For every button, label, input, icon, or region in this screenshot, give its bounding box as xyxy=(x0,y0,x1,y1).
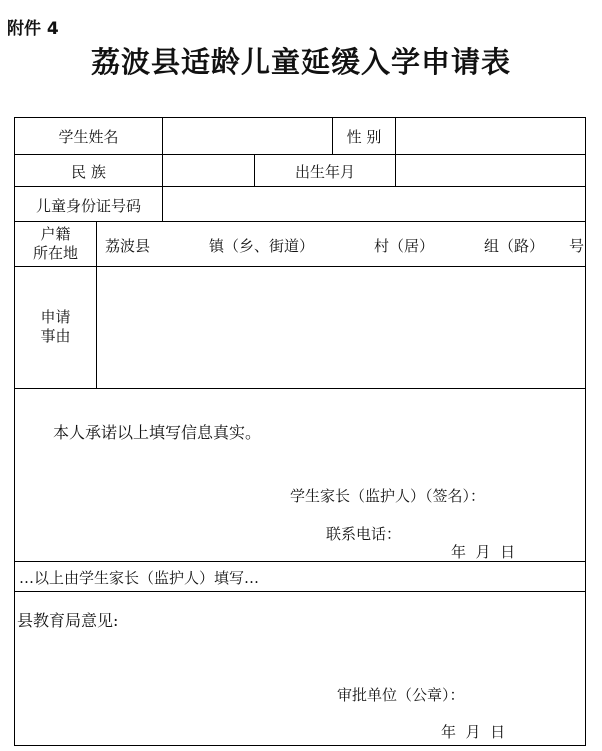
table-border-right xyxy=(585,117,586,746)
residence-village: 村（居） xyxy=(374,237,435,255)
pledge-statement: 本人承诺以上填写信息真实。 xyxy=(53,423,262,442)
row-divider xyxy=(14,186,586,187)
contact-phone-label: 联系电话： xyxy=(326,525,402,543)
child-id-number-label: 儿童身份证号码 xyxy=(35,197,141,215)
gender-label: 性 别 xyxy=(346,128,382,146)
reason-label-line1: 申请 xyxy=(40,308,71,326)
birth-date-label: 出生年月 xyxy=(294,163,355,181)
table-border-top xyxy=(14,117,586,118)
row-divider xyxy=(14,154,586,155)
approval-date: 年 月 日 xyxy=(441,723,506,741)
residence-label xyxy=(15,225,96,263)
row-divider xyxy=(14,591,586,592)
column-divider xyxy=(395,117,396,186)
column-divider xyxy=(162,117,163,221)
reason-label-line2: 事由 xyxy=(40,327,71,345)
residence-county: 荔波县 xyxy=(105,237,151,255)
residence-label-line2: 所在地 xyxy=(32,244,78,262)
residence-number: 号 xyxy=(569,237,585,255)
parent-filled-note: …以上由学生家长（监护人）填写… xyxy=(19,569,260,587)
table-border-bottom xyxy=(14,745,586,746)
student-name-label: 学生姓名 xyxy=(58,128,119,146)
row-divider xyxy=(14,388,586,389)
column-divider xyxy=(96,221,97,388)
approval-unit-seal-label: 审批单位（公章）： xyxy=(337,686,465,704)
attachment-number: 附件 4 xyxy=(7,19,59,39)
parent-signature-label: 学生家长（监护人）（签名）： xyxy=(290,487,486,505)
row-divider xyxy=(14,221,586,222)
ethnicity-label: 民 族 xyxy=(71,163,106,181)
parent-sign-date: 年 月 日 xyxy=(451,543,516,561)
education-bureau-opinion-label: 县教育局意见: xyxy=(17,611,119,630)
application-reason-label xyxy=(15,308,96,346)
row-divider xyxy=(14,266,586,267)
residence-town: 镇（乡、街道） xyxy=(209,237,315,255)
residence-group: 组（路） xyxy=(484,237,545,255)
form-title: 荔波县适龄儿童延缓入学申请表 xyxy=(90,45,511,79)
residence-label-line1: 户籍 xyxy=(40,225,71,243)
